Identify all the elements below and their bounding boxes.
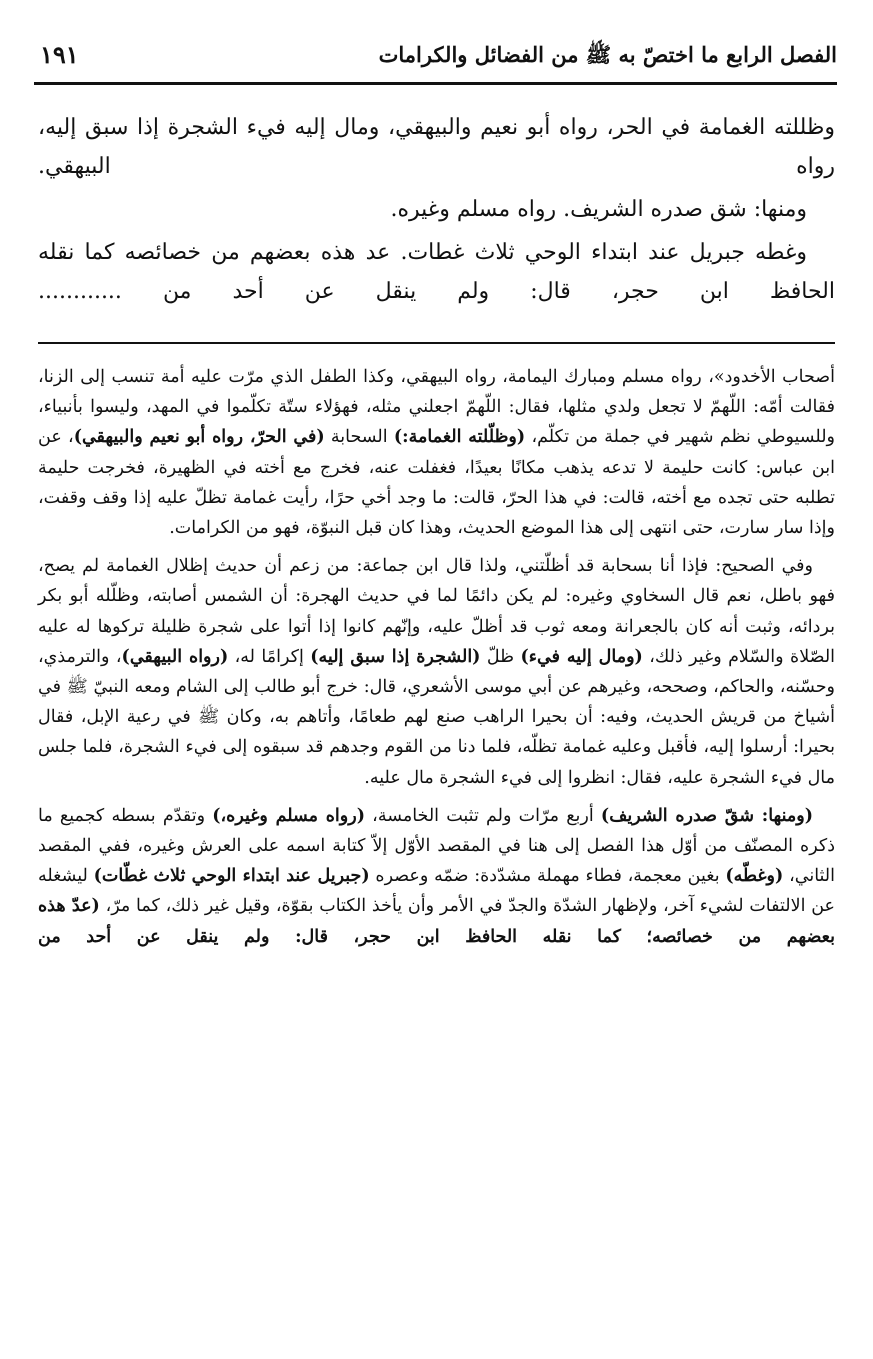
quoted-matn-bold: (عدّ هذه بعضهم من خصائصه؛ كما نقله الحافظ ابن حجر، قال: ولم ينقل عن أحد من [38, 896, 835, 947]
quoted-matn-bold: (ومال إليه فيء) [520, 646, 643, 667]
main-text-paragraph: ومنها: شق صدره الشريف. رواه مسلم وغيره. [390, 197, 807, 222]
ellipsis-dots: ............ [38, 279, 122, 304]
text-commentary-separator [38, 342, 835, 344]
commentary-paragraph [38, 551, 835, 793]
quoted-matn-bold: (في الحرّ، رواه أبو نعيم والبيهقي) [73, 427, 325, 448]
main-text [38, 108, 835, 315]
quoted-matn-bold: (وظلّلته الغمامة:) [393, 427, 526, 448]
commentary-text [38, 362, 835, 952]
commentary-text-run: ، والترمذي، وحسّنه، والحاكم، وصححه، وغيرهم عن أبي موسى الأشعري، قال: خرج أبو طالب إلى الشام ومعه النبيّ ﷺ في أشياخ من قريش الحديث، وفيه: أن بحيرا الراهب صنع لهم طعامًا، وأتاهم به، وكان ﷺ في رعية الإبل، فقال بحيرا: أرسلوا إليه، فأقبل وعليه غمامة تظلّه، فلما دنا من القوم وجدهم قد سبقوه إلى فيء الشجرة، فلما جلس مال فيء الشجرة عليه، فقال: انظروا إلى فيء الشجرة مال عليه. [38, 646, 835, 788]
commentary-text-run: ظلّ [480, 646, 521, 667]
commentary-text-run: وفي الصحيح: فإذا أنا بسحابة قد أظلّتني، ولذا قال ابن جماعة: من زعم أن حديث إظلال الغمامة لم يصح، فهو باطل، نعم قال السخاوي وغيره: لم يكن دائمًا لما في حديث الهجرة: أن الشمس أصابته، وظلّله أبو بكر بردائه، وثبت أنه كان بالجعرانة ومعه ثوب قد أظلّ عليه، وإنّهم كانوا إذا أتوا على شجرة ظليلة تركوها له عليه الصّلاة والسّلام وغير ذلك، [38, 556, 836, 667]
main-text-paragraph [38, 233, 835, 311]
quoted-matn-bold: (رواه مسلم وغيره،) [212, 805, 365, 826]
quoted-matn-bold: (جبريل عند ابتداء الوحي ثلاث غطّات) [93, 866, 370, 887]
commentary-text-run: ، عن ابن عباس: كانت حليمة لا تدعه يذهب مكانًا بعيدًا، فغفلت عنه، فخرج مع أخته في الظهيرة، فخرجت حليمة تطلبه حتى تجده مع أخته، قالت: في هذا الحرّ، قالت: ما وجد أخي حرًا، رأيت غمامة تظلّ عليه إذا وقف وقفت، وإذا سار سارت، حتى انتهى إلى هذا الموضع الحديث، وهذا كان قبل النبوّة، فهو من الكرامات. [38, 427, 835, 539]
commentary-text-run: إكرامًا له، [228, 646, 311, 667]
quoted-matn-bold: (الشجرة إذا سبق إليه) [310, 646, 481, 667]
commentary-text-run: وتقدّم بسطه كجميع ما ذكره المصنّف من أوّل هذا الفصل إلى هنا في المقصد الأوّل إلاّ كتابة اسمه على العرش وغيره، ففي المقصد الثاني، [38, 805, 835, 887]
main-text-line: وغطه جبريل عند ابتداء الوحي ثلاث غطات. عد هذه بعضهم من خصائصه كما نقله الحافظ ابن حجر، قال: ولم ينقل عن أحد من [38, 240, 835, 304]
quoted-matn-bold: (رواه البيهقي) [121, 646, 229, 667]
quoted-matn-bold: (وغطّه) [725, 866, 784, 887]
commentary-text-run: ليشغله عن الالتفات لشيء آخر، ولإظهار الشدّة والجدّ في الأمر وأن يأخذ الكتاب بقوّة، وقيل غير ذلك، كما مرّ، [38, 866, 835, 917]
page-number: ١٩١ [40, 40, 79, 69]
running-header [36, 38, 837, 78]
commentary-text-run: أصحاب الأخدود»، رواه مسلم ومبارك اليمامة، رواه البيهقي، وكذا الطفل الذي مرّت عليه أمة تنسب إلى الزنا، فقالت أمّه: اللّهمّ لا تجعل ولدي مثلها، فقال: اللّهمّ اجعلني مثله، فهؤلاء ستّة تكلّموا في المهد، وليسوا بأنبياء، وللسيوطي نظم شهير في جملة من تكلّم، [38, 367, 835, 448]
commentary-text-run: السحابة [324, 427, 394, 448]
quoted-matn-bold: (ومنها: شقّ صدره الشريف) [600, 805, 813, 826]
commentary-text-run: أربع مرّات ولم تثبت الخامسة، [364, 805, 601, 826]
main-text-paragraph: وظللته الغمامة في الحر، رواه أبو نعيم والبيهقي، ومال إليه فيء الشجرة إذا سبق إليه، رواه البيهقي. [38, 115, 835, 179]
header-rule [34, 82, 837, 85]
chapter-title: الفصل الرابع ما اختصّ به ﷺ من الفضائل والكرامات [378, 42, 837, 67]
commentary-paragraph [38, 801, 835, 952]
commentary-paragraph [38, 362, 835, 543]
commentary-text-run: بغين معجمة، فطاء مهملة مشدّدة: ضمّه وعصره [369, 866, 726, 887]
